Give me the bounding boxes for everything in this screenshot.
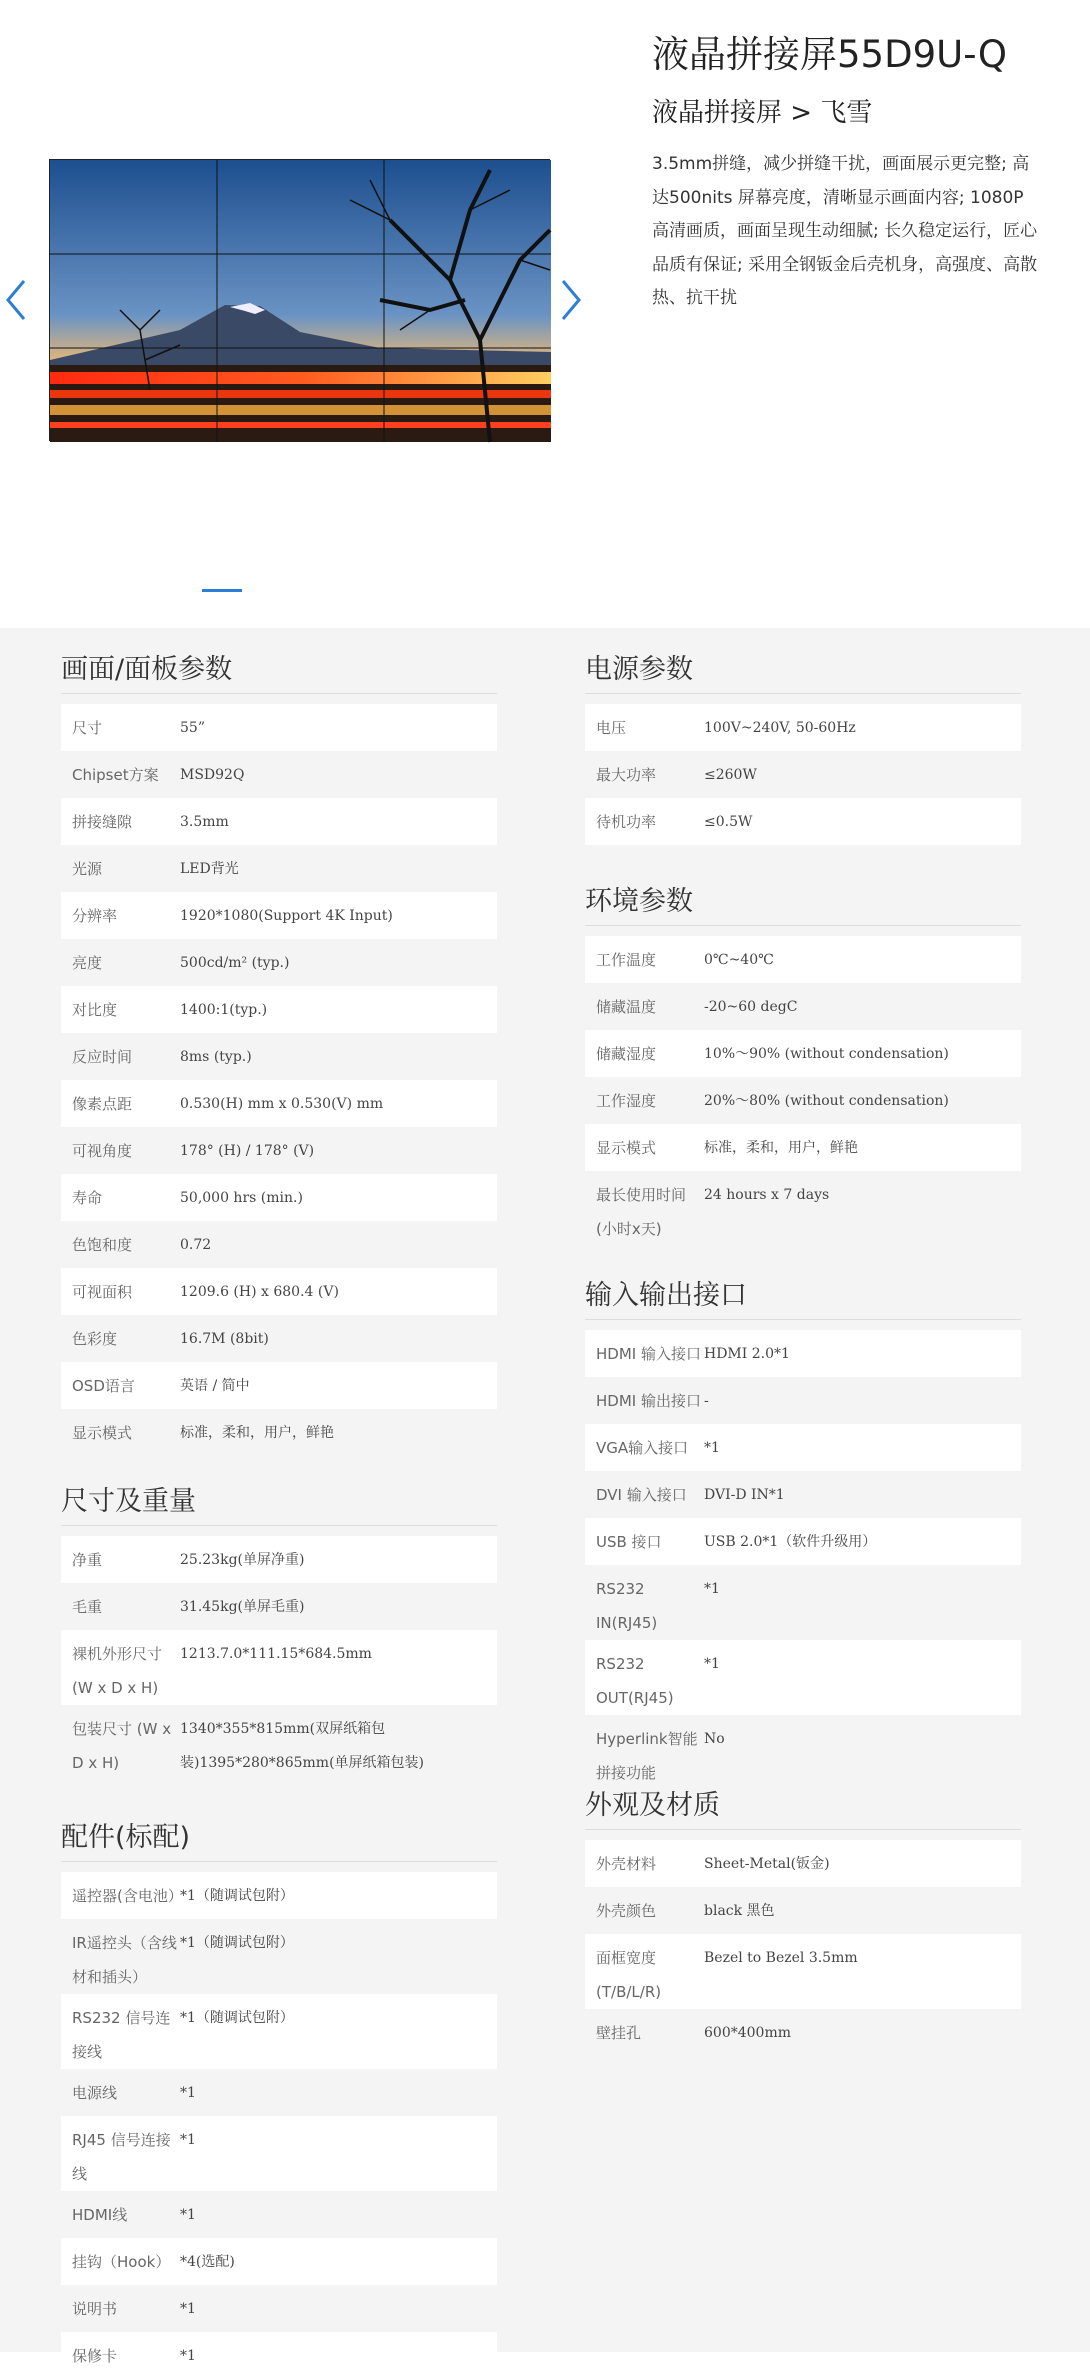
spec-value: Sheet-Metal(钣金) [704,1856,830,1872]
power-section [585,652,1021,845]
spec-value: 20%～80% (without condensation) [704,1093,949,1109]
spec-value: *1（随调试包附） [180,1935,294,1951]
spec-row [61,1583,497,1630]
spec-label: Chipset方案 [72,766,159,784]
spec-label: 可视面积 [72,1283,133,1301]
spec-label: RJ45 信号连接线 [72,2131,171,2183]
spec-label: 保修卡 [72,2347,118,2365]
spec-value: 1400:1(typ.) [180,1002,268,1018]
spec-row [585,983,1021,1030]
spec-value: 1340*355*815mm(双屏纸箱包装)1395*280*865mm(单屏纸箱包装) [180,1721,425,1771]
spec-label: 净重 [72,1551,103,1569]
spec-row [61,1630,497,1705]
spec-label: 说明书 [72,2300,118,2318]
spec-value: HDMI 2.0*1 [704,1346,790,1362]
spec-label: Hyperlink智能拼接功能 [596,1730,698,1782]
spec-row [585,1518,1021,1565]
breadcrumb-category[interactable]: 液晶拼接屏 [652,98,783,128]
spec-value: 标准，柔和，用户，鲜艳 [704,1140,858,1156]
spec-value: 24 hours x 7 days [704,1187,830,1203]
spec-value: -20~60 degC [704,999,798,1015]
spec-row [61,2285,497,2332]
spec-value: Bezel to Bezel 3.5mm [704,1950,858,1966]
spec-row [61,1033,497,1080]
spec-value: black 黑色 [704,1903,775,1919]
spec-table [61,1872,497,2379]
spec-row [585,936,1021,983]
spec-label: 储藏温度 [596,998,657,1016]
spec-value: 英语 / 简中 [180,1378,250,1394]
spec-row [585,1030,1021,1077]
spec-value: 1213.7.0*111.15*684.5mm [180,1646,372,1662]
spec-row [585,1934,1021,2009]
spec-value: *1 [704,1581,720,1597]
spec-table [585,1330,1021,1790]
spec-row [585,1640,1021,1715]
appearance-section [585,1788,1021,2056]
spec-value: *1（随调试包附） [180,1888,294,1904]
spec-row [585,1124,1021,1171]
carousel-prev-button[interactable] [2,275,32,325]
spec-value: DVI-D IN*1 [704,1487,785,1503]
accessories-section [61,1820,497,2379]
spec-table [585,1840,1021,2056]
spec-label: RS232 IN(RJ45) [596,1580,658,1632]
spec-label: HDMI 输入接口 [596,1345,701,1363]
spec-row [61,939,497,986]
spec-label: OSD语言 [72,1377,135,1395]
spec-label: 最长使用时间(小时x天) [596,1186,687,1238]
spec-label: 电源线 [72,2084,118,2102]
spec-value: *4(选配) [180,2254,235,2270]
spec-value: ≤260W [704,767,757,783]
spec-row [585,1715,1021,1790]
spec-value: *1 [180,2132,196,2148]
spec-value: *1 [180,2301,196,2317]
spec-label: IR遥控头（含线材和插头） [72,1934,177,1986]
spec-row [585,704,1021,751]
spec-label: 裸机外形尺寸(W x D x H) [72,1645,163,1697]
spec-row [61,845,497,892]
spec-label: RS232 OUT(RJ45) [596,1655,674,1707]
spec-value: 0.530(H) mm x 0.530(V) mm [180,1096,384,1112]
spec-label: DVI 输入接口 [596,1486,687,1504]
spec-label: 像素点距 [72,1095,133,1113]
spec-row [61,2191,497,2238]
spec-row [61,2238,497,2285]
spec-value: *1（随调试包附） [180,2010,294,2026]
spec-label: 寿命 [72,1189,103,1207]
spec-row [61,1872,497,1919]
spec-row [61,1127,497,1174]
section-title: 画面/面板参数 [61,652,497,694]
section-title: 环境参数 [585,884,1021,926]
spec-row [61,751,497,798]
spec-row [61,1919,497,1994]
spec-value: 1209.6 (H) x 680.4 (V) [180,1284,339,1300]
environment-section [585,884,1021,1246]
spec-row [61,1080,497,1127]
spec-value: 3.5mm [180,814,229,830]
spec-label: 面框宽度 (T/B/L/R) [596,1949,662,2001]
spec-row [61,2332,497,2379]
spec-value: 1920*1080(Support 4K Input) [180,908,393,924]
spec-label: RS232 信号连接线 [72,2009,171,2061]
spec-row [585,1565,1021,1640]
spec-label: 拼接缝隙 [72,813,133,831]
spec-table [61,704,497,1456]
spec-row [61,1536,497,1583]
spec-value: USB 2.0*1（软件升级用） [704,1534,877,1550]
spec-label: HDMI线 [72,2206,128,2224]
panel-section [61,652,497,1456]
carousel-image [49,159,550,441]
spec-row [585,798,1021,845]
spec-row [585,1840,1021,1887]
spec-value: 10%～90% (without condensation) [704,1046,949,1062]
spec-row [61,1315,497,1362]
spec-row [585,2009,1021,2056]
spec-row [585,1471,1021,1518]
spec-value: LED背光 [180,861,239,877]
spec-label: 色彩度 [72,1330,118,1348]
section-title: 外观及材质 [585,1788,1021,1830]
carousel-next-button[interactable] [555,275,585,325]
spec-value: 8ms (typ.) [180,1049,252,1065]
section-title: 输入输出接口 [585,1278,1021,1320]
spec-label: 可视角度 [72,1142,133,1160]
spec-label: 尺寸 [72,719,103,737]
spec-row [61,704,497,751]
spec-table [61,1536,497,1780]
spec-table [585,936,1021,1246]
spec-label: 色饱和度 [72,1236,133,1254]
spec-label: USB 接口 [596,1533,662,1551]
spec-value: 16.7M (8bit) [180,1331,269,1347]
spec-row [61,1362,497,1409]
spec-value: - [704,1393,709,1409]
spec-value: 标准，柔和，用户，鲜艳 [180,1425,334,1441]
chevron-right-icon [555,275,585,325]
spec-value: ≤0.5W [704,814,753,830]
section-title: 配件(标配) [61,1820,497,1862]
section-title: 电源参数 [585,652,1021,694]
spec-value: 31.45kg(单屏毛重) [180,1599,305,1615]
spec-row [61,986,497,1033]
spec-row [585,1377,1021,1424]
spec-value: 50,000 hrs (min.) [180,1190,303,1206]
breadcrumb-series[interactable]: 飞雪 [820,98,873,128]
spec-value: 100V~240V, 50-60Hz [704,720,856,736]
spec-label: 工作温度 [596,951,657,969]
spec-row [61,798,497,845]
spec-label: 储藏湿度 [596,1045,657,1063]
spec-row [585,1887,1021,1934]
spec-label: 显示模式 [72,1424,133,1442]
spec-row [61,1705,497,1780]
spec-label: 显示模式 [596,1139,657,1157]
spec-area [0,628,1090,2365]
spec-label: 待机功率 [596,813,657,831]
spec-label: 外壳材料 [596,1855,657,1873]
size-section [61,1484,497,1780]
spec-value: MSD92Q [180,767,245,783]
spec-label: 电压 [596,719,627,737]
spec-row [61,892,497,939]
spec-row [61,1174,497,1221]
spec-value: 25.23kg(单屏净重) [180,1552,305,1568]
spec-label: 反应时间 [72,1048,133,1066]
spec-label: 壁挂孔 [596,2024,642,2042]
spec-row [585,1330,1021,1377]
spec-value: *1 [180,2207,196,2223]
spec-row [61,2069,497,2116]
spec-label: 工作湿度 [596,1092,657,1110]
spec-label: VGA输入接口 [596,1439,689,1457]
spec-row [61,2116,497,2191]
spec-value: *1 [180,2348,196,2364]
spec-label: 外壳颜色 [596,1902,657,1920]
chevron-left-icon [2,275,32,325]
spec-label: 分辨率 [72,907,118,925]
spec-row [61,1221,497,1268]
spec-label: 遥控器(含电池） [72,1887,183,1905]
spec-label: 毛重 [72,1598,103,1616]
spec-label: 最大功率 [596,766,657,784]
spec-label: 对比度 [72,1001,118,1019]
spec-value: 600*400mm [704,2025,791,2041]
spec-value: 55” [180,720,205,736]
spec-value: *1 [704,1440,720,1456]
spec-value: 500cd/m² (typ.) [180,955,290,971]
spec-label: 挂钩（Hook） [72,2253,171,2271]
spec-row [61,1409,497,1456]
spec-row [61,1994,497,2069]
spec-value: *1 [180,2085,196,2101]
spec-row [585,1171,1021,1246]
spec-table [585,704,1021,845]
spec-value: 0.72 [180,1237,212,1253]
spec-label: 包装尺寸 (W x D x H) [72,1720,172,1772]
product-hero [0,0,1090,628]
spec-row [585,1077,1021,1124]
breadcrumb [652,92,872,129]
spec-label: 光源 [72,860,103,878]
spec-value: No [704,1731,725,1747]
spec-value: *1 [704,1656,720,1672]
product-description: 3.5mm拼缝，减少拼缝干扰，画面展示更完整; 高达500nits 屏幕亮度，清晰显示画面内容; 1080P 高清画质，画面呈现生动细腻; 长久稳定运行，匠心品质有保证; 采用全钢钣金后壳机身，高强度、高散热、抗干扰 [652,154,1038,308]
spec-value: 0℃~40℃ [704,952,774,968]
breadcrumb-separator: > [790,98,813,128]
spec-row [585,1424,1021,1471]
carousel-indicator[interactable] [202,589,242,592]
product-title: 液晶拼接屏55D9U-Q [652,33,1008,76]
spec-row [585,751,1021,798]
section-title: 尺寸及重量 [61,1484,497,1526]
io-section [585,1278,1021,1790]
spec-label: HDMI 输出接口 [596,1392,701,1410]
spec-value: 178° (H) / 178° (V) [180,1143,315,1159]
spec-row [61,1268,497,1315]
spec-label: 亮度 [72,954,103,972]
